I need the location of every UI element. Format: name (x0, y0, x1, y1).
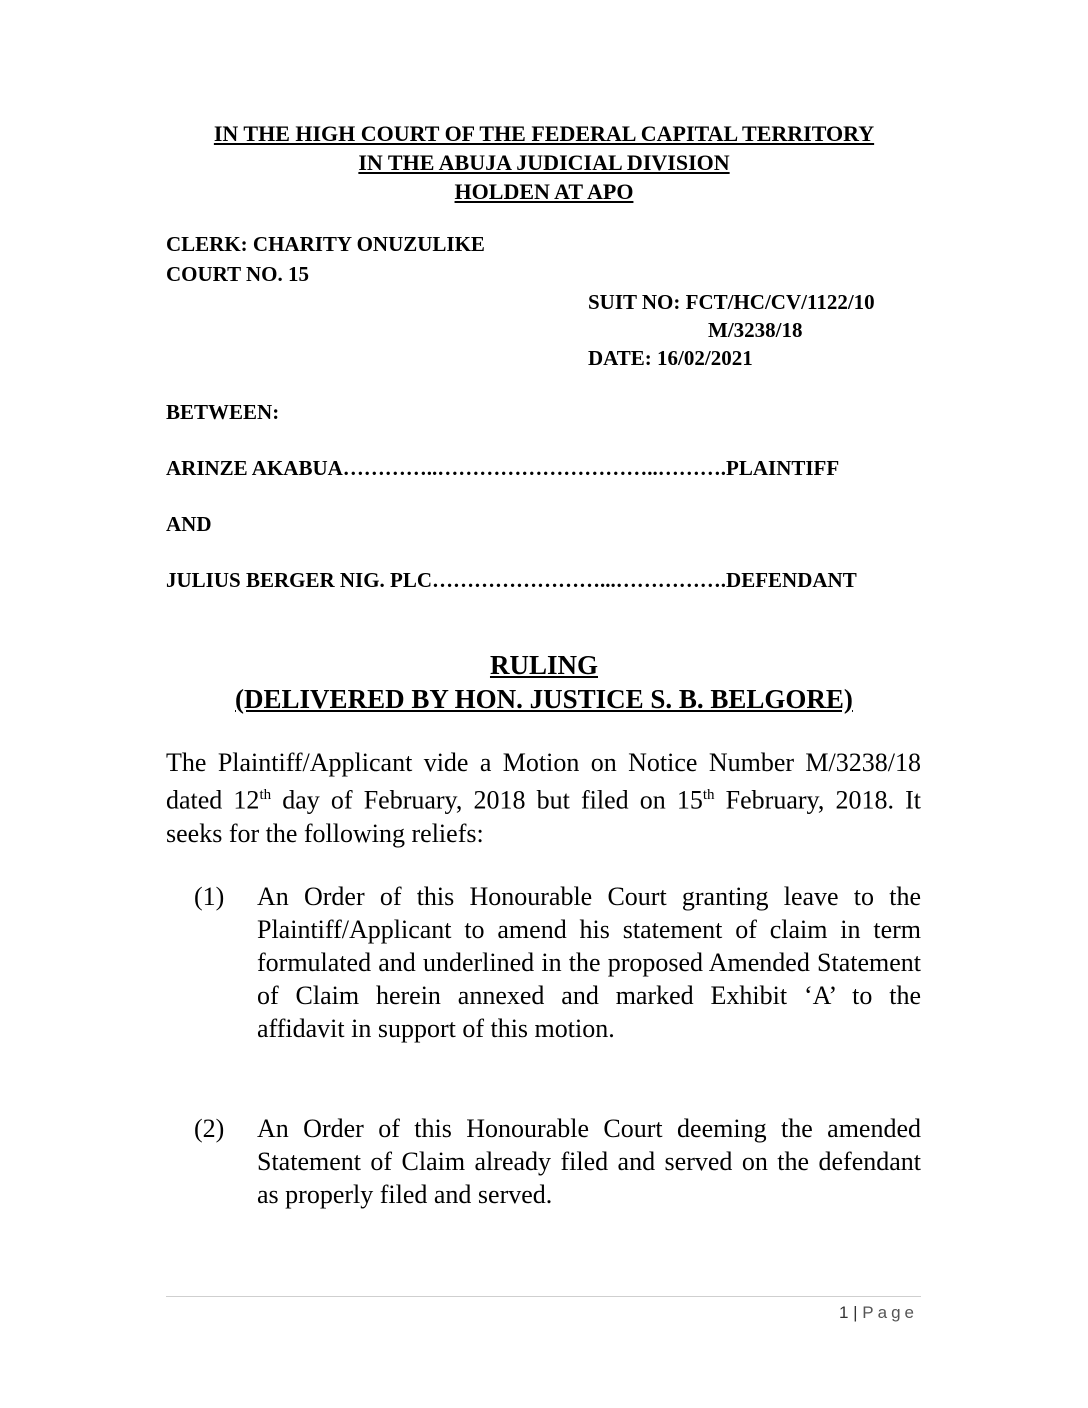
plaintiff-line: ARINZE AKABUA…………..…………………………..……….PLAINTIFF (166, 456, 840, 480)
page-number: 1 (838, 1303, 849, 1322)
intro-superscript-2: th (702, 787, 715, 803)
intro-part2: day of February, 2018 but filed on 15 (271, 785, 703, 815)
court-header-line3: HOLDEN AT APO (454, 179, 634, 204)
ruling-title: RULING (489, 650, 598, 680)
ruling-heading (150, 648, 938, 716)
suit-number: SUIT NO: FCT/HC/CV/1122/10 (588, 290, 875, 314)
page-label: Page (862, 1303, 918, 1322)
relief-item (194, 1112, 921, 1211)
footer-divider (166, 1296, 921, 1297)
ruling-date: DATE: 16/02/2021 (588, 346, 753, 370)
ruling-subtitle: (DELIVERED BY HON. JUSTICE S. B. BELGORE) (235, 684, 853, 714)
relief-text: An Order of this Honourable Court granting leave to the Plaintiff/Applicant to amend his statement of claim in term formulated and underlined in the proposed Amended Statement of Claim herein annexed and marked Exhibit ‘A’ to the affidavit in support of this motion. (257, 882, 921, 1043)
page-footer (839, 1303, 918, 1323)
footer-separator: | (853, 1303, 858, 1322)
intro-part1: The Plaintiff/Applicant vide a Motion on Notice Number M/3238/18 dated 12 (166, 748, 921, 815)
relief-number: (2) (194, 1114, 225, 1143)
court-header-line2: IN THE ABUJA JUDICIAL DIVISION (358, 150, 730, 175)
intro-superscript-1: th (259, 787, 272, 803)
court-number: COURT NO. 15 (166, 262, 309, 286)
defendant-line: JULIUS BERGER NIG. PLC……………………...…………….DEFENDANT (166, 568, 857, 592)
and-label: AND (166, 512, 212, 536)
relief-number: (1) (194, 882, 225, 911)
clerk-name: CLERK: CHARITY ONUZULIKE (166, 232, 485, 256)
court-header (150, 119, 938, 206)
between-label: BETWEEN: (166, 400, 280, 424)
intro-part3: February, 2018. It seeks for the following reliefs: (166, 785, 921, 848)
relief-text: An Order of this Honourable Court deeming the amended Statement of Claim already filed and served on the defendant as properly filed and served. (257, 1114, 921, 1209)
motion-number: M/3238/18 (708, 318, 803, 342)
intro-paragraph (166, 746, 921, 850)
relief-item (194, 880, 921, 1045)
court-header-line1: IN THE HIGH COURT OF THE FEDERAL CAPITAL TERRITORY (213, 121, 875, 146)
